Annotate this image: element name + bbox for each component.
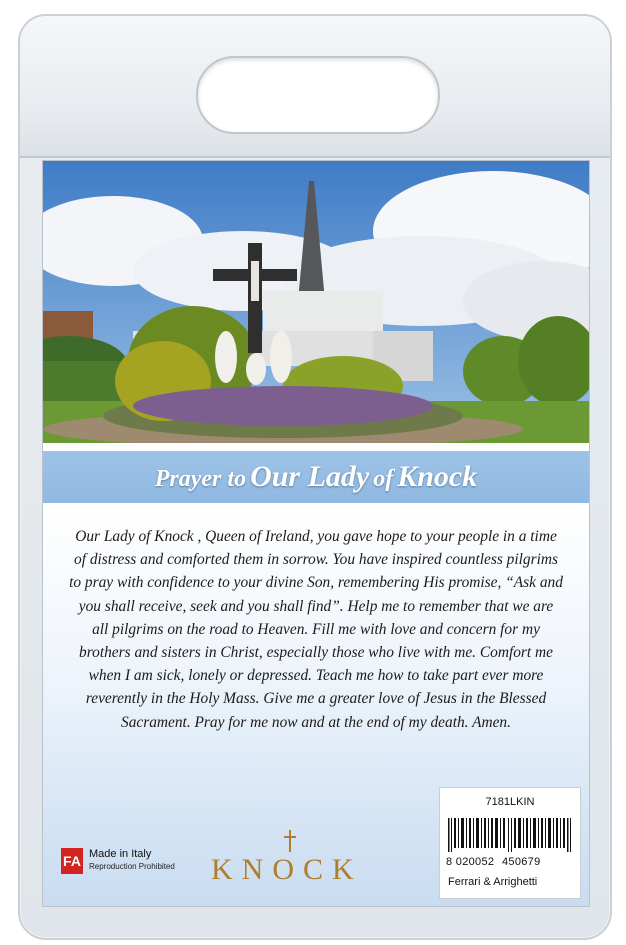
fa-logo: FA — [61, 848, 83, 874]
blister-package — [18, 14, 612, 940]
prayer-card — [42, 160, 590, 907]
made-in-italy-label: Made in Italy — [89, 848, 152, 860]
hang-tab — [20, 16, 610, 158]
cross-icon — [289, 830, 291, 852]
barcode-icon — [448, 818, 572, 852]
barcode-number-left: 8 020052 — [446, 856, 495, 868]
hang-hole — [196, 56, 440, 134]
title-prefix: Prayer to — [154, 466, 247, 492]
barcode-label — [439, 787, 581, 899]
footer — [43, 795, 589, 906]
shrine-photo — [43, 161, 589, 443]
title-knock: Knock — [397, 460, 478, 493]
knock-logo: KNOCK — [211, 853, 363, 886]
title-band — [43, 451, 589, 503]
shrine-photo-svg — [43, 161, 589, 443]
reproduction-prohibited: Reproduction Prohibited — [89, 862, 175, 871]
prayer-area — [43, 505, 589, 795]
prayer-text: Our Lady of Knock , Queen of Ireland, you gave hope to your people in a time of distress and comforted them in sorrow. You have inspired countless pilgrims to pray with confidence to your divine Son, remembering His promise, “Ask and you shall receive, seek and you shall find”. Help me to remember that we are all pilgrims on the road to Heaven. Fill me with love and concern for my brothers and sisters in Christ, especially those who live with me. Comfort me when I am sick, lonely or depressed. Teach me how to take part ever more reverently in the Holy Mass. Give me a greater love of Jesus in the Blessed Sacrament. Pray for me now and at the end of my death. Amen. — [69, 528, 563, 731]
title-our-lady: Our Lady — [250, 460, 370, 493]
company-name: Ferrari & Arrighetti — [448, 876, 538, 888]
title-of: of — [373, 466, 394, 492]
barcode-number-right: 450679 — [502, 856, 541, 868]
sku-code: 7181LKIN — [485, 796, 535, 808]
made-in-italy — [89, 848, 175, 871]
